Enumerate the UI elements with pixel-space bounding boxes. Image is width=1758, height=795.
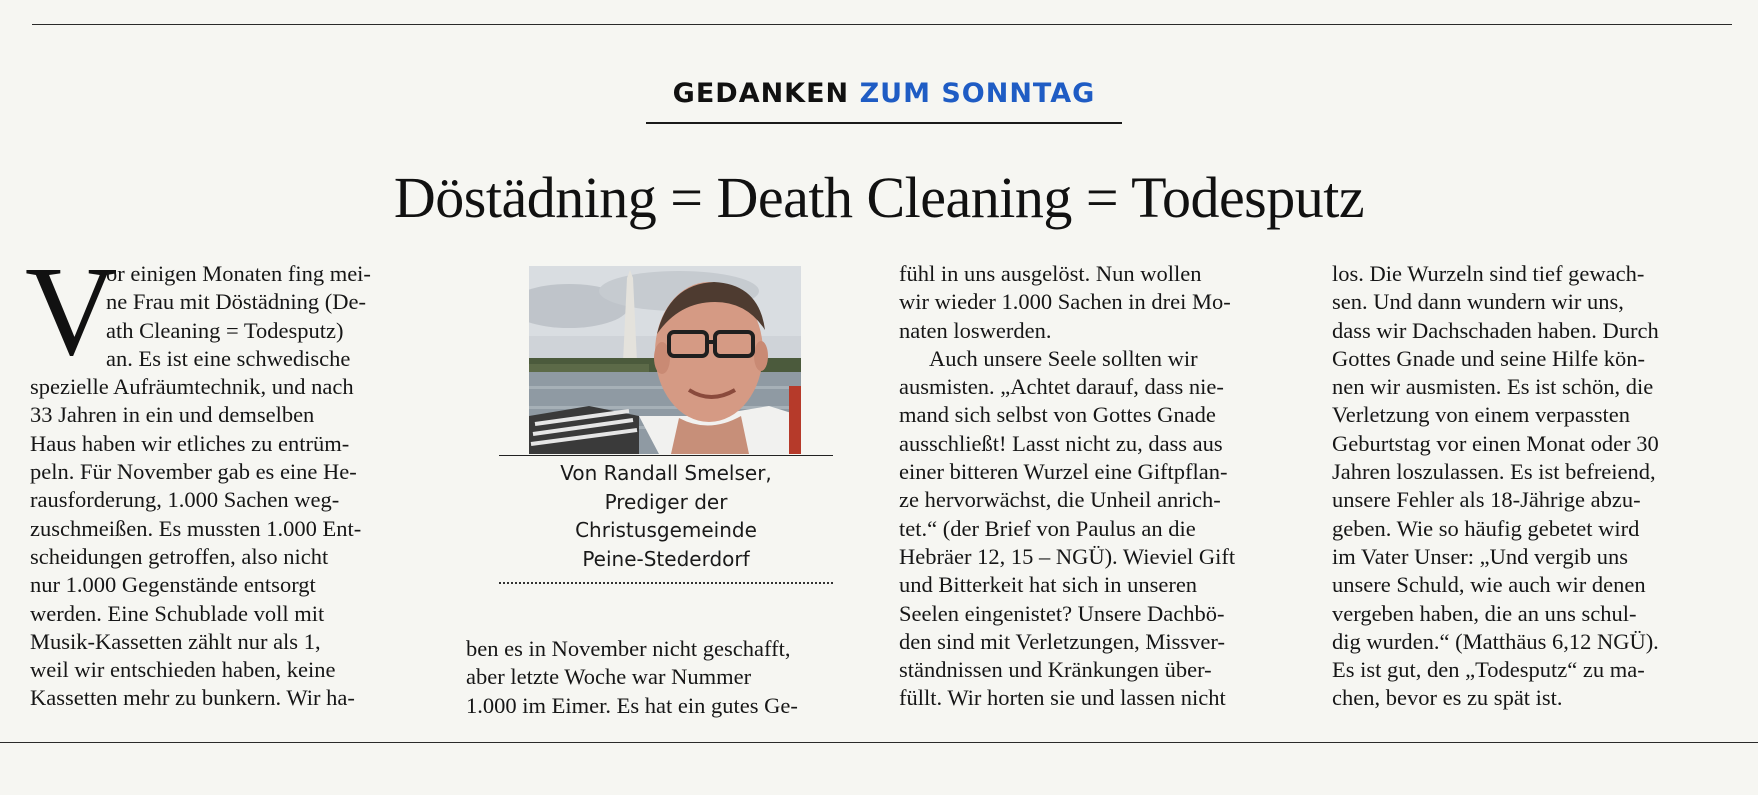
column-line: ben es in November nicht geschafft, [466, 636, 791, 661]
column-line: dig wurden.“ (Matthäus 6,12 NGÜ). [1332, 628, 1659, 654]
column-line: im Vater Unser: „Und vergib uns [1332, 543, 1628, 569]
column-line: dass wir Dachschaden haben. Durch [1332, 317, 1659, 343]
column-line: werden. Eine Schublade voll mit [30, 600, 325, 626]
column-line: den sind mit Verletzungen, Missver- [899, 628, 1225, 654]
top-rule [32, 24, 1732, 25]
column-line: vergeben haben, die an uns schul- [1332, 600, 1637, 626]
column-line: zuschmeißen. Es mussten 1.000 Ent- [30, 515, 362, 541]
kicker-part1: GEDANKEN [672, 78, 850, 109]
column-line: fühl in uns ausgelöst. Nun wollen [899, 261, 1202, 286]
column-line: peln. Für November gab es eine He- [30, 459, 357, 485]
photo-caption [499, 459, 833, 573]
column-1 [30, 260, 440, 713]
column-line: Es ist gut, den „Todesputz“ zu ma- [1332, 657, 1645, 683]
column-line: los. Die Wurzeln sind tief gewach- [1332, 261, 1645, 286]
column-line: chen, bevor es zu spät ist. [1332, 685, 1563, 711]
column-4 [1332, 260, 1732, 713]
column-line: spezielle Aufräumtechnik, und nach [30, 374, 354, 400]
column-2 [466, 635, 856, 720]
column-line: Seelen eingenistet? Unsere Dachbö- [899, 600, 1225, 626]
column-line: scheidungen getroffen, also nicht [30, 543, 329, 569]
photo-rule [499, 455, 833, 456]
column-line: 1.000 im Eimer. Es hat ein gutes Ge- [466, 692, 798, 718]
column-3 [899, 260, 1299, 713]
column-line: ath Cleaning = Todesputz) [106, 317, 344, 343]
column-line: und Bitterkeit hat sich in unseren [899, 572, 1198, 598]
column-line: 33 Jahren in ein und demselben [30, 402, 315, 428]
column-line: sen. Und dann wundern wir uns, [1332, 289, 1624, 315]
column-line: unsere Fehler als 18-Jährige abzu- [1332, 487, 1641, 513]
author-photo [529, 266, 801, 454]
column-line: ze hervorwächst, die Unheil anrich- [899, 487, 1221, 513]
column-line: Hebräer 12, 15 – NGÜ). Wieviel Gift [899, 543, 1236, 569]
column-line: nen wir ausmisten. Es ist schön, die [1332, 374, 1654, 400]
column-line: unsere Schuld, wie auch wir denen [1332, 572, 1646, 598]
column-line: or einigen Monaten fing mei- [106, 261, 371, 286]
article-headline: Döstädning = Death Cleaning = Todesputz [393, 165, 1365, 230]
column-line: aber letzte Woche war Nummer [466, 664, 752, 690]
caption-line: Von Randall Smelser, [560, 461, 772, 485]
drop-cap: V [25, 240, 118, 382]
column-line: Jahren loszulassen. Es ist befreiend, [1332, 459, 1656, 485]
column-line: wir wieder 1.000 Sachen in drei Mo- [899, 289, 1231, 315]
column-line: Gottes Gnade und seine Hilfe kön- [1332, 345, 1646, 371]
column-line: weil wir entschieden haben, keine [30, 657, 336, 683]
caption-line: Christusgemeinde [575, 518, 757, 542]
column-line: Haus haben wir etliches zu entrüm- [30, 430, 350, 456]
column-line: ständnissen und Kränkungen über- [899, 657, 1212, 683]
column-line: ne Frau mit Döstädning (De- [106, 289, 366, 315]
column-line: Auch unsere Seele sollten wir [929, 345, 1198, 371]
column-line: einer bitteren Wurzel eine Giftpflan- [899, 459, 1228, 485]
column-line: ausschließt! Lasst nicht zu, dass aus [899, 430, 1223, 456]
column-line: rausforderung, 1.000 Sachen weg- [30, 487, 340, 513]
column-line: füllt. Wir horten sie und lassen nicht [899, 685, 1226, 711]
column-line: geben. Wie so häufig gebetet wird [1332, 515, 1640, 541]
bottom-rule [0, 742, 1758, 743]
caption-dotted-rule [499, 582, 833, 584]
column-line: Verletzung von einem verpassten [1332, 402, 1631, 428]
column-line: mand sich selbst von Gottes Gnade [899, 402, 1216, 428]
column-line: naten loswerden. [899, 317, 1052, 343]
kicker-part2: ZUM SONNTAG [859, 78, 1096, 109]
column-line: ausmisten. „Achtet darauf, dass nie- [899, 374, 1224, 400]
column-line: tet.“ (der Brief von Paulus an die [899, 515, 1196, 541]
column-line: nur 1.000 Gegenstände entsorgt [30, 572, 316, 598]
section-kicker [646, 76, 1122, 124]
caption-line: Prediger der [604, 489, 728, 514]
caption-line: Peine-Stederdorf [582, 546, 750, 571]
column-line: Musik-Kassetten zählt nur als 1, [30, 628, 321, 654]
column-line: an. Es ist eine schwedische [106, 345, 351, 371]
column-line: Kassetten mehr zu bunkern. Wir ha- [30, 685, 355, 711]
column-line: Geburtstag vor einen Monat oder 30 [1332, 430, 1659, 456]
